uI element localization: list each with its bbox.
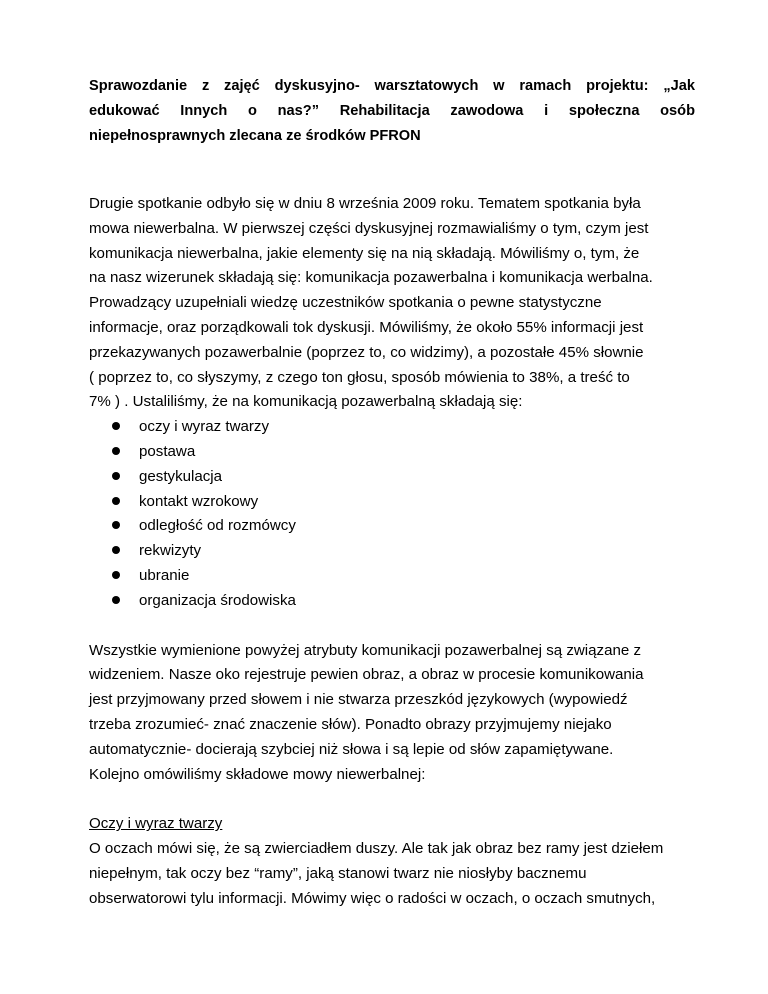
document-title — [89, 74, 695, 149]
list-item-label: gestykulacja — [139, 467, 223, 485]
section-paragraph — [89, 837, 695, 911]
intro-paragraph — [89, 192, 695, 415]
section-heading: Oczy i wyraz twarzy — [89, 815, 223, 833]
text-line: 7% ) . Ustaliliśmy, że na komunikacją pozawerbalną składają się: — [89, 393, 523, 411]
text-line: Wszystkie wymienione powyżej atrybuty komunikacji pozawerbalnej są związane z — [89, 641, 641, 659]
text-line: jest przyjmowany przed słowem i nie stwarza przeszkód językowych (wypowiedź — [89, 691, 628, 709]
bullet-icon — [112, 521, 120, 529]
title-line: niepełnosprawnych zlecana ze środków PFRON — [89, 128, 421, 144]
bullet-icon — [112, 596, 120, 604]
text-line: trzeba zrozumieć- znać znaczenie słów). Ponadto obrazy przyjmujemy niejako — [89, 715, 612, 733]
text-line: Drugie spotkanie odbyło się w dniu 8 września 2009 roku. Tematem spotkania była — [89, 195, 641, 212]
bullet-icon — [112, 472, 120, 480]
list-item-label: oczy i wyraz twarzy — [139, 418, 269, 436]
list-item — [89, 589, 695, 614]
text-line: ( poprzez to, co słyszymy, z czego ton głosu, sposób mówienia to 38%, a treść to — [89, 368, 630, 386]
text-line: Kolejno omówiliśmy składowe mowy niewerbalnej: — [89, 765, 426, 783]
document-page — [89, 74, 695, 912]
list-item-label: kontakt wzrokowy — [139, 492, 259, 510]
bullet-list — [89, 415, 695, 613]
text-line: obserwatorowi tylu informacji. Mówimy więc o radości w oczach, o oczach smutnych, — [89, 889, 656, 907]
bullet-icon — [112, 447, 120, 455]
list-item-label: rekwizyty — [139, 542, 202, 560]
bullet-icon — [112, 497, 120, 505]
text-line: informacje, oraz porządkowali tok dyskusji. Mówiliśmy, że około 55% informacji jest — [89, 318, 644, 336]
list-item-label: postawa — [139, 442, 196, 460]
text-line: komunikacja niewerbalna, jakie elementy się na nią składają. Mówiliśmy o, tym, że — [89, 244, 640, 262]
bullet-icon — [112, 546, 120, 554]
list-item — [89, 514, 695, 539]
list-item — [89, 465, 695, 490]
text-line: przekazywanych pozawerbalnie (poprzez to, co widzimy), a pozostałe 45% słownie — [89, 343, 644, 361]
list-item-label: ubranie — [139, 566, 190, 584]
list-item — [89, 564, 695, 589]
list-item — [89, 415, 695, 440]
text-line: Prowadzący uzupełniali wiedzę uczestników spotkania o pewne statystyczne — [89, 294, 602, 312]
summary-paragraph — [89, 639, 695, 788]
bullet-icon — [112, 422, 120, 430]
list-item-label: organizacja środowiska — [139, 591, 296, 609]
bullet-icon — [112, 571, 120, 579]
list-item — [89, 490, 695, 515]
list-item — [89, 440, 695, 465]
text-line: na nasz wizerunek składają się: komunikacja pozawerbalna i komunikacja werbalna. — [89, 269, 653, 287]
list-item — [89, 539, 695, 564]
title-line: Sprawozdanie z zajęć dyskusyjno- warsztatowych w ramach projektu: „Jak — [89, 78, 695, 94]
text-line: automatycznie- docierają szybciej niż słowa i są lepie od słów zapamiętywane. — [89, 740, 614, 758]
text-line: mowa niewerbalna. W pierwszej części dyskusyjnej rozmawialiśmy o tym, czym jest — [89, 219, 649, 237]
text-line: niepełnym, tak oczy bez “ramy”, jaką stanowi twarz nie niosłyby bacznemu — [89, 864, 587, 882]
text-line: widzeniem. Nasze oko rejestruje pewien obraz, a obraz w procesie komunikowania — [89, 666, 644, 684]
title-line: edukować Innych o nas?” Rehabilitacja zawodowa i społeczna osób — [89, 103, 695, 119]
text-line: O oczach mówi się, że są zwierciadłem duszy. Ale tak jak obraz bez ramy jest dziełem — [89, 840, 664, 858]
list-item-label: odległość od rozmówcy — [139, 517, 296, 535]
